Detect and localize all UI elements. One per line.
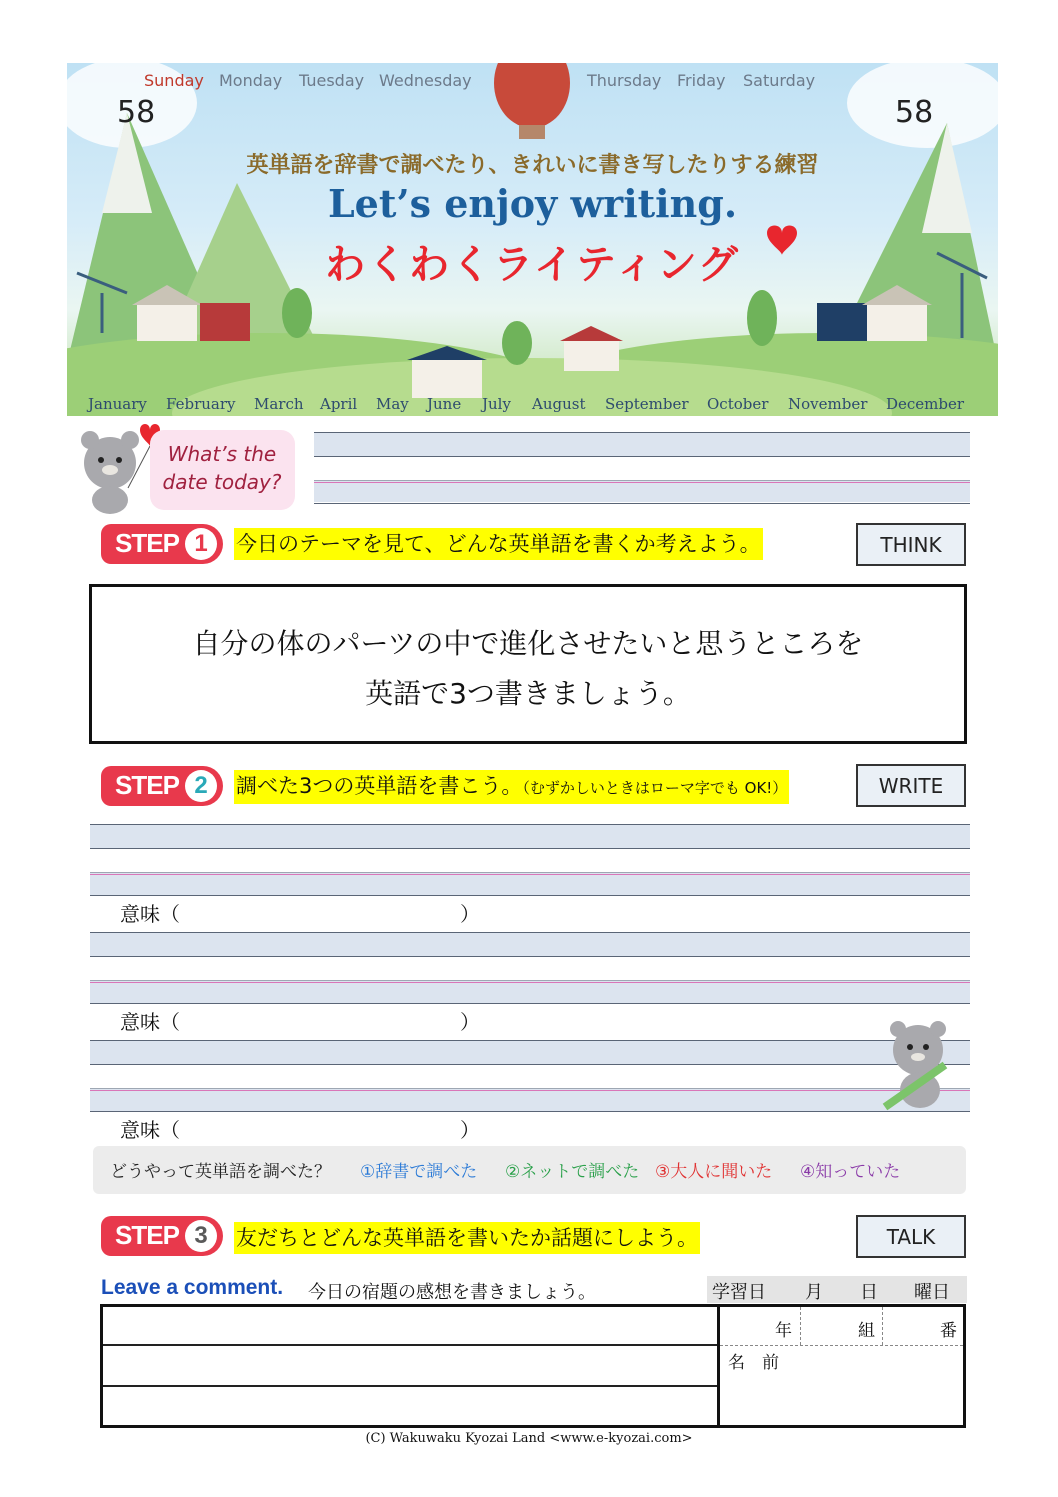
weekday-sunday: Sunday [144,71,204,90]
month-february: February [166,395,236,413]
step2-note: （むずかしいときはローマ字でも OK!） [522,779,788,797]
meaning-label-3: 意味（ [120,1118,180,1142]
month-november: November [788,395,868,413]
class-info-divider [720,1345,963,1346]
talk-tag: TALK [856,1215,966,1258]
lookup-option-knew[interactable]: ④知っていた [800,1162,901,1182]
meaning-close-2: ） [460,1010,480,1034]
step3-number: 3 [185,1220,217,1252]
step2-number: 2 [185,770,217,802]
class-label: 組 [858,1321,875,1341]
weekday-tuesday: Tuesday [299,71,365,90]
step2-instruction [234,770,789,804]
month-may: May [376,395,409,413]
step2-label: STEP [115,770,179,800]
theme-line1: 自分の体のパーツの中で進化させたいと思うところを [192,627,864,660]
name-label: 名 前 [728,1353,779,1373]
date-question-line2: date today? [162,470,282,494]
meaning-close-1: ） [460,902,480,926]
banner-title-japanese: わくわくライティング [325,242,740,288]
class-info-divider [882,1307,883,1345]
copyright-footer: (C) Wakuwaku Kyozai Land <www.e-kyozai.com> [365,1431,693,1446]
write-tag: WRITE [856,764,966,807]
step3-label: STEP [115,1220,179,1250]
name-column-divider [717,1304,720,1428]
step3-badge [101,1216,223,1256]
theme-box [89,584,967,744]
lookup-option-dictionary[interactable]: ①辞書で調べた [360,1162,478,1182]
comment-box[interactable] [100,1304,966,1428]
grade-label: 年 [775,1321,792,1341]
comment-line [103,1385,717,1387]
word-writing-lines-1[interactable] [90,824,970,896]
comment-line [103,1344,717,1346]
month-march: March [254,395,304,413]
leave-comment-title: Leave a comment. [101,1276,284,1299]
think-tag: THINK [856,523,966,566]
step3-instruction: 友だちとどんな英単語を書いたか話題にしよう。 [234,1222,700,1254]
month-august: August [532,395,586,413]
word-writing-lines-2[interactable] [90,932,970,1004]
worksheet-number-left: 58 [117,95,156,130]
study-month-label: 月 [805,1282,823,1303]
meaning-label-2: 意味（ [120,1010,180,1034]
weekday-friday: Friday [677,71,726,90]
comment-instruction: 今日の宿題の感想を書きましょう。 [308,1282,596,1303]
weekday-wednesday: Wednesday [379,71,472,90]
date-question [152,440,292,496]
step2-badge [101,766,223,806]
date-writing-lines[interactable] [314,432,970,504]
lookup-question: どうやって英単語を調べた？ [110,1162,331,1182]
step1-label: STEP [115,528,179,558]
theme-line2: 英語で3つ書きましょう。 [365,677,691,710]
step2-instruction-text: 調べた3つの英単語を書こう。 [236,774,523,798]
banner-subtitle: 英単語を辞書で調べたり、きれいに書き写したりする練習 [246,153,819,178]
month-april: April [320,395,358,413]
month-june: June [427,395,462,413]
lookup-option-internet[interactable]: ②ネットで調べた [505,1162,640,1182]
study-day-label: 日 [860,1282,878,1303]
step1-instruction: 今日のテーマを見て、どんな英単語を書くか考えよう。 [234,528,763,560]
study-date-label: 学習日 [712,1282,766,1303]
bear-pencil-icon [870,1015,965,1113]
date-question-line1: What’s the [167,442,277,466]
month-july: July [482,395,511,413]
meaning-label-1: 意味（ [120,902,180,926]
lookup-option-adult[interactable]: ③大人に聞いた [655,1162,773,1182]
month-september: September [605,395,689,413]
student-number-label: 番 [940,1321,957,1341]
month-october: October [707,395,769,413]
header-banner [67,63,998,416]
worksheet-number-right: 58 [895,95,934,130]
word-writing-lines-3[interactable] [90,1040,970,1112]
meaning-close-3: ） [460,1118,480,1142]
weekday-monday: Monday [219,71,283,90]
weekday-saturday: Saturday [743,71,816,90]
study-weekday-label: 曜日 [914,1282,950,1303]
weekday-thursday: Thursday [587,71,662,90]
step1-number: 1 [185,528,217,560]
month-december: December [886,395,965,413]
class-info-divider [800,1307,801,1345]
step1-badge [101,524,223,564]
month-january: January [88,395,147,413]
banner-title-english: Let’s enjoy writing. [327,181,738,226]
